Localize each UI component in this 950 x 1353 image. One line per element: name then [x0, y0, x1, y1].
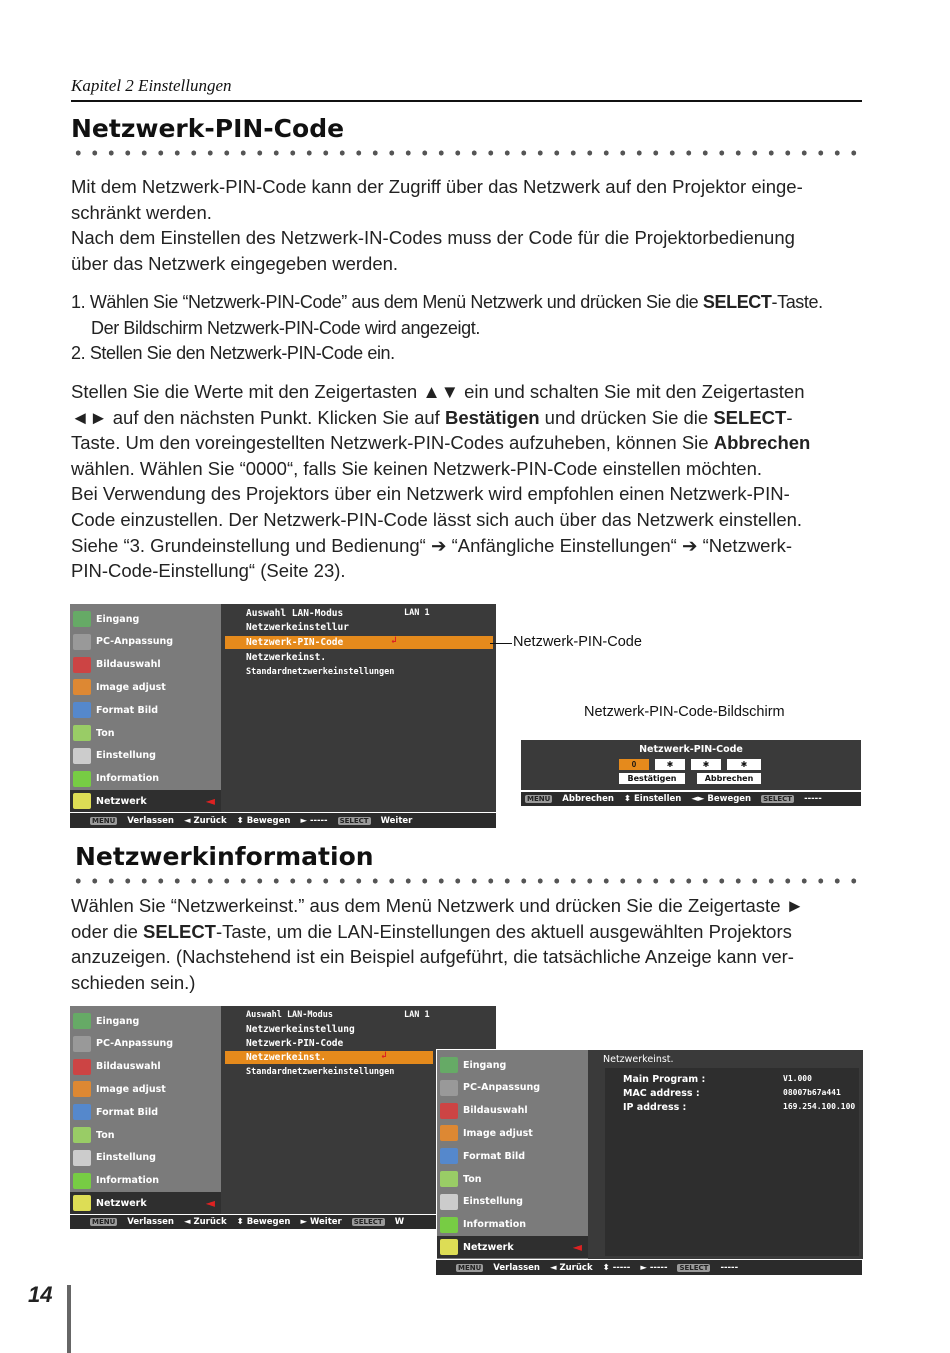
header-rule: [71, 100, 862, 102]
menu-item[interactable]: [437, 1100, 588, 1122]
control-bar-1: [70, 813, 496, 828]
callout-label: Netzwerk-PIN-Code: [513, 634, 642, 650]
bar-label: Verlassen: [127, 815, 174, 826]
cancel-button[interactable]: Abbrechen: [697, 773, 761, 784]
submenu-item[interactable]: Netzwerkeinstellur: [246, 622, 349, 633]
menu-item-label: Einstellung: [96, 1152, 156, 1164]
bar-label: ◄ Zurück: [183, 815, 227, 826]
screen-format-icon: [73, 1104, 91, 1120]
input-icon: [440, 1057, 458, 1073]
text-line: schieden sein.): [71, 971, 196, 993]
control-bar-2: [70, 1215, 496, 1229]
menu-item-label: Ton: [463, 1173, 482, 1185]
submenu-item[interactable]: Auswahl LAN-Modus: [246, 608, 344, 619]
step-1-detail: Der Bildschirm Netzwerk-PIN-Code wird angezeigt.: [91, 317, 480, 338]
menu-item[interactable]: [70, 1192, 221, 1214]
text-line: wählen. Wählen Sie “0000“, falls Sie keinen Netzwerk-PIN-Code einstellen möchten.: [71, 457, 763, 479]
information-icon: [440, 1217, 458, 1233]
menu-key-icon: MENU: [458, 1263, 482, 1272]
info-label: IP address :: [623, 1102, 687, 1113]
instructions-paragraph: [71, 379, 861, 584]
text-line: PIN-Code-Einstellung“ (Seite 23).: [71, 560, 346, 582]
bar-label: Abbrechen: [562, 794, 614, 804]
menu-item[interactable]: [437, 1168, 588, 1190]
image-select-icon: [73, 1059, 91, 1075]
screen-format-icon: [73, 702, 91, 718]
text-span: -Taste, um die LAN-Einstellungen des aktuell ausgewählten Projektors: [215, 920, 792, 942]
pc-adjust-icon: [440, 1080, 458, 1096]
menu-item[interactable]: [70, 654, 221, 676]
menu-item[interactable]: [70, 1010, 221, 1032]
bar-label: ⬍ Einstellen: [623, 794, 682, 804]
menu-item[interactable]: [70, 790, 221, 812]
control-bar-3: [436, 1260, 862, 1275]
info-value: 08007b67a441: [783, 1088, 841, 1097]
pc-adjust-icon: [73, 634, 91, 650]
netinfo-panel: [595, 1050, 863, 1259]
menu-item[interactable]: [437, 1145, 588, 1167]
intro-text: [71, 174, 861, 276]
select-key-icon: SELECT: [339, 816, 369, 825]
menu-item[interactable]: [70, 1170, 221, 1192]
selected-indicator-icon: ◄: [205, 794, 215, 809]
text-line: über das Netzwerk eingegeben werden.: [71, 252, 399, 274]
submenu-item[interactable]: Standardnetzwerkeinstellungen: [246, 667, 395, 677]
information-icon: [73, 771, 91, 787]
submenu-item[interactable]: Netzwerkeinstellung: [246, 1024, 355, 1035]
bar-label: ⬍ Bewegen: [236, 1217, 291, 1227]
submenu-item-selected[interactable]: Netzwerk-PIN-Code: [246, 637, 344, 648]
image-select-icon: [73, 657, 91, 673]
text-line: anzuzeigen. (Nachstehend ist ein Beispiel aufgeführt, die tatsächliche Anzeige kann ver-: [71, 946, 794, 968]
text-span: ◄► auf den nächsten Punkt. Klicken Sie auf: [71, 406, 445, 428]
menu-item-label: Information: [463, 1219, 527, 1231]
select-key-icon: SELECT: [679, 1263, 709, 1272]
menu-item[interactable]: [70, 676, 221, 698]
dotted-divider: [70, 877, 864, 885]
menu-item-label: Format Bild: [96, 1106, 159, 1118]
callout-line: [490, 643, 512, 644]
page-number: 14: [28, 1282, 53, 1307]
menu-item[interactable]: [70, 768, 221, 790]
bar-label: W: [394, 1217, 405, 1227]
menu-item-label: Netzwerk: [96, 795, 147, 807]
section-title-netinfo: Netzwerkinformation: [75, 842, 374, 871]
bar-label: ◄► Bewegen: [691, 794, 752, 804]
menu-item-label: Einstellung: [463, 1196, 523, 1208]
text-line: [71, 919, 861, 945]
section-title-pin: Netzwerk-PIN-Code: [71, 114, 345, 143]
menu-item-label: PC-Anpassung: [96, 636, 174, 648]
text-span: -: [786, 406, 793, 428]
bar-label: ◄ Zurück: [549, 1262, 593, 1273]
netinfo-paragraph: [71, 893, 861, 995]
menu-screen-3: [436, 1049, 863, 1259]
menu-key-icon: MENU: [527, 795, 551, 803]
menu-item-label: Bildauswahl: [96, 1061, 161, 1073]
network-icon: [73, 793, 91, 809]
menu-item-label: Eingang: [463, 1059, 507, 1071]
input-icon: [73, 611, 91, 627]
menu-key-icon: MENU: [92, 816, 116, 825]
pin-code-screen: [521, 740, 861, 790]
pc-adjust-icon: [73, 1036, 91, 1052]
bar-label: ⬍ -----: [602, 1262, 631, 1273]
text-span: SELECT: [143, 920, 216, 942]
menu-item[interactable]: [437, 1122, 588, 1144]
select-key-icon: SELECT: [353, 1218, 383, 1226]
menu-item-label: Information: [96, 773, 160, 785]
text-line: Wählen Sie “Netzwerkeinst.” aus dem Menü Netzwerk und drücken Sie die Zeigertaste ►: [71, 895, 804, 916]
text-span: Bestätigen: [444, 406, 540, 428]
network-icon: [73, 1195, 91, 1211]
menu-item-label: Image adjust: [463, 1127, 533, 1139]
menu-item[interactable]: [437, 1214, 588, 1236]
submenu-item[interactable]: Netzwerk-PIN-Code: [246, 1038, 344, 1049]
text-span: SELECT: [702, 292, 772, 312]
information-icon: [73, 1173, 91, 1189]
text-line: schränkt werden.: [71, 201, 212, 223]
pin-screen-caption: Netzwerk-PIN-Code-Bildschirm: [584, 704, 785, 720]
bar-label: ► Weiter: [300, 1217, 342, 1227]
sound-icon: [73, 1127, 91, 1143]
pin-control-bar: [521, 792, 861, 806]
text-span: 1. Wählen Sie “Netzwerk-PIN-Code” aus dem Menü Netzwerk und drücken Sie die: [71, 292, 703, 312]
menu-item[interactable]: [70, 699, 221, 721]
menu-item-label: Netzwerk: [96, 1197, 147, 1209]
menu-item-label: Eingang: [96, 1015, 140, 1027]
info-value: V1.000: [783, 1074, 812, 1083]
submenu-item[interactable]: Standardnetzwerkeinstellungen: [246, 1067, 395, 1077]
menu-item[interactable]: [70, 1101, 221, 1123]
menu-item-label: Format Bild: [463, 1150, 526, 1162]
bar-label: Weiter: [380, 815, 413, 826]
text-span: -Taste.: [771, 292, 823, 312]
sound-icon: [440, 1171, 458, 1187]
bar-label: -----: [720, 1262, 739, 1273]
menu-item[interactable]: [437, 1077, 588, 1099]
select-key-icon: SELECT: [763, 795, 793, 803]
selected-indicator-icon: ◄: [572, 1240, 582, 1255]
menu-item-label: Eingang: [96, 613, 140, 625]
menu-item-label: Format Bild: [96, 704, 159, 716]
menu-item[interactable]: [70, 722, 221, 744]
menu-item[interactable]: [70, 1033, 221, 1055]
step-1: [71, 290, 866, 316]
setting-icon: [73, 1150, 91, 1166]
text-line: Bei Verwendung des Projektors über ein Netzwerk wird empfohlen einen Netzwerk-PIN-: [71, 483, 790, 505]
image-adjust-icon: [440, 1125, 458, 1141]
menu-item[interactable]: [70, 745, 221, 767]
enter-arrow-icon: ↲: [381, 1050, 387, 1061]
page-margin-bar: [67, 1285, 71, 1353]
text-span: Abbrechen: [713, 432, 811, 454]
menu-item[interactable]: [70, 631, 221, 653]
enter-arrow-icon: ↲: [391, 635, 397, 646]
text-line: [71, 430, 861, 456]
confirm-button[interactable]: Bestätigen: [619, 773, 685, 784]
step-2: 2. Stellen Sie den Netzwerk-PIN-Code ein.: [71, 343, 395, 364]
main-menu-list: [70, 604, 221, 812]
screen-format-icon: [440, 1148, 458, 1164]
lan-value: LAN 1: [404, 1010, 430, 1020]
menu-item-label: Netzwerk: [463, 1241, 514, 1253]
pin-digit-field[interactable]: 0: [619, 759, 649, 770]
text-line: Code einzustellen. Der Netzwerk-PIN-Code lässt sich auch über das Netzwerk einstellen.: [71, 508, 803, 530]
menu-item[interactable]: [437, 1191, 588, 1213]
text-line: Siehe “3. Grundeinstellung und Bedienung“ ➔ “Anfängliche Einstellungen“ ➔ “Netzwerk-: [71, 534, 793, 556]
menu-item-label: Einstellung: [96, 750, 156, 762]
text-span: oder die: [71, 920, 143, 942]
submenu-item[interactable]: Auswahl LAN-Modus: [246, 1010, 333, 1020]
bar-label: Verlassen: [127, 1217, 174, 1227]
info-label: MAC address :: [623, 1088, 700, 1099]
menu-screen-2: [70, 1006, 496, 1214]
selected-indicator-icon: ◄: [205, 1196, 215, 1211]
main-menu-list: [70, 1006, 221, 1214]
pin-digit-field[interactable]: ✱: [727, 759, 761, 770]
menu-item[interactable]: [70, 1078, 221, 1100]
menu-item[interactable]: [70, 608, 221, 630]
text-span: und drücken Sie die: [539, 406, 714, 428]
text-line: [71, 405, 861, 431]
submenu-panel: [221, 604, 496, 812]
netinfo-title: Netzwerkeinst.: [603, 1054, 674, 1065]
bar-label: ⬍ Bewegen: [236, 815, 291, 826]
dotted-divider: [70, 149, 864, 157]
bar-label: ► -----: [300, 815, 328, 826]
menu-item-label: Information: [96, 1175, 160, 1187]
submenu-item-selected[interactable]: Netzwerkeinst.: [246, 1052, 327, 1063]
menu-item-label: PC-Anpassung: [463, 1082, 541, 1094]
setting-icon: [73, 748, 91, 764]
chapter-header: Kapitel 2 Einstellungen: [71, 76, 232, 95]
info-value: 169.254.100.100: [783, 1102, 856, 1111]
main-menu-list: [437, 1050, 588, 1259]
menu-screen-1: [70, 604, 496, 812]
image-adjust-icon: [73, 679, 91, 695]
sound-icon: [73, 725, 91, 741]
submenu-item[interactable]: Netzwerkeinst.: [246, 652, 327, 663]
menu-item[interactable]: [437, 1236, 588, 1258]
menu-item[interactable]: [70, 1124, 221, 1146]
menu-item[interactable]: [70, 1056, 221, 1078]
menu-item[interactable]: [437, 1054, 588, 1076]
lan-value: LAN 1: [404, 608, 430, 618]
input-icon: [73, 1013, 91, 1029]
bar-label: ◄ Zurück: [183, 1217, 227, 1227]
text-line: Stellen Sie die Werte mit den Zeigertasten ▲▼ ein und schalten Sie mit den Zeigertasten: [71, 381, 805, 402]
image-adjust-icon: [73, 1081, 91, 1097]
menu-item-label: Bildauswahl: [463, 1105, 528, 1117]
image-select-icon: [440, 1103, 458, 1119]
text-span: SELECT: [713, 406, 787, 428]
bar-label: -----: [804, 794, 822, 804]
pin-screen-title: Netzwerk-PIN-Code: [639, 744, 743, 755]
bar-label: ► -----: [640, 1262, 668, 1273]
menu-item-label: Image adjust: [96, 681, 166, 693]
info-label: Main Program :: [623, 1074, 706, 1085]
menu-key-icon: MENU: [92, 1218, 116, 1226]
netinfo-body: [605, 1068, 859, 1256]
text-span: Taste. Um den voreingestellten Netzwerk-PIN-Codes aufzuheben, können Sie: [71, 432, 714, 454]
menu-item[interactable]: [70, 1147, 221, 1169]
pin-digit-field[interactable]: ✱: [691, 759, 721, 770]
menu-item-label: Bildauswahl: [96, 659, 161, 671]
menu-item-label: Image adjust: [96, 1083, 166, 1095]
steps: [71, 290, 866, 367]
text-line: Nach dem Einstellen des Netzwerk-IN-Codes muss der Code für die Projektorbedienung: [71, 227, 795, 249]
text-line: Mit dem Netzwerk-PIN-Code kann der Zugriff über das Netzwerk auf den Projektor einge-: [71, 176, 803, 197]
network-icon: [440, 1239, 458, 1255]
menu-item-label: Ton: [96, 727, 115, 739]
menu-item-label: PC-Anpassung: [96, 1038, 174, 1050]
setting-icon: [440, 1194, 458, 1210]
pin-digit-field[interactable]: ✱: [655, 759, 685, 770]
menu-item-label: Ton: [96, 1129, 115, 1141]
bar-label: Verlassen: [493, 1262, 540, 1273]
